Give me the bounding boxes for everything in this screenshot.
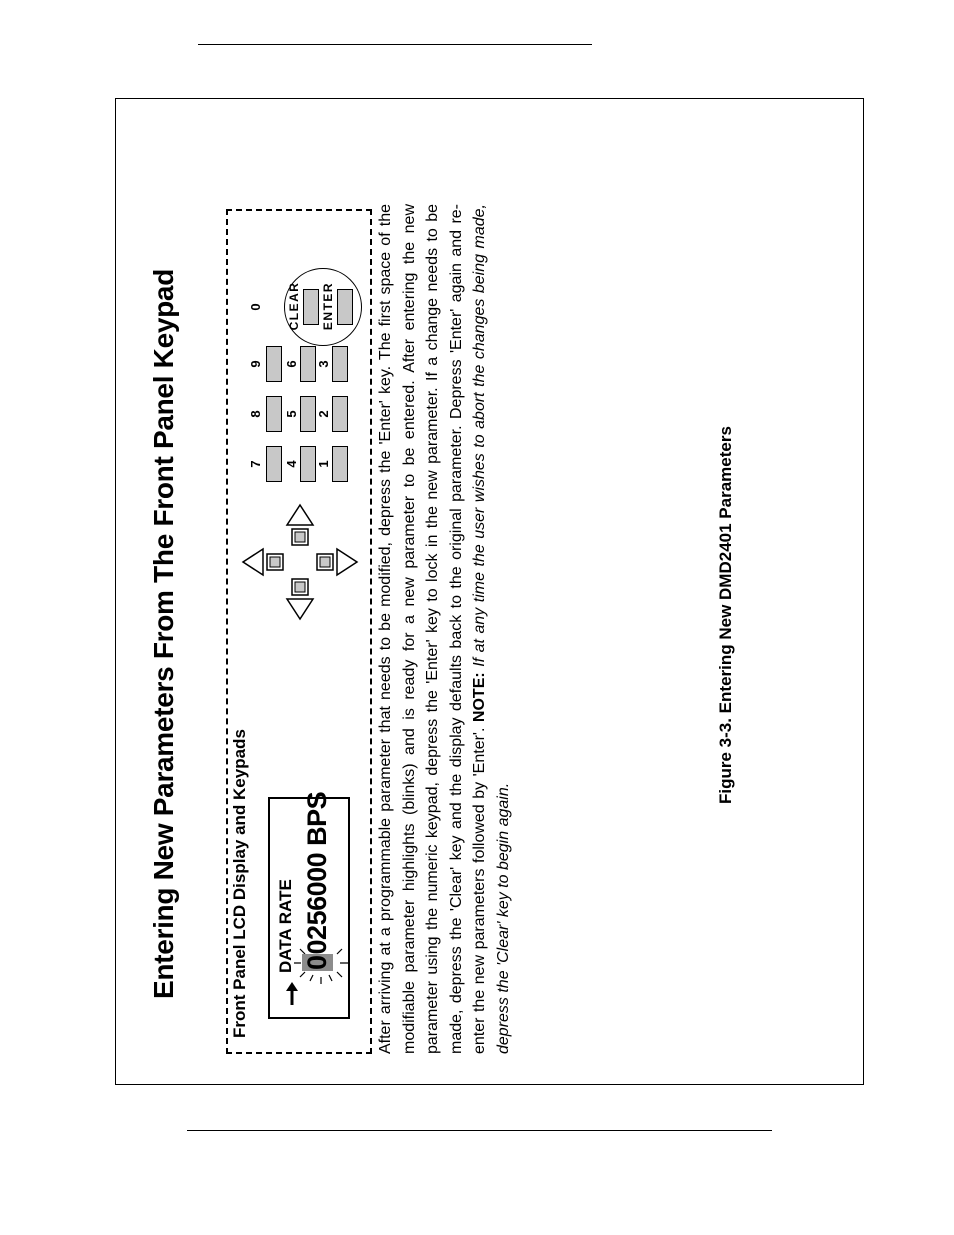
lcd-value (302, 792, 333, 971)
numeric-keypad (248, 262, 368, 482)
nav-down-arrow-icon (317, 549, 357, 575)
key-label-4: 4 (284, 460, 299, 468)
key-3 (332, 346, 348, 382)
header-rule (198, 44, 592, 45)
figure-caption: Figure 3-3. Entering New DMD2401 Parameters (716, 426, 735, 804)
instructions-paragraph (374, 204, 515, 1054)
rotated-figure-content (116, 94, 866, 1084)
key-7 (266, 446, 282, 482)
figure-title: Entering New Parameters From The Front Panel Keypad (148, 269, 179, 999)
lcd-value-text: 0256000 BPS (302, 791, 332, 955)
figure-frame (115, 98, 864, 1085)
key-4 (300, 446, 316, 482)
clear-key-label: CLEAR (287, 281, 301, 331)
key-label-6: 6 (284, 360, 299, 368)
note-label: NOTE: (471, 672, 488, 723)
key-label-3: 3 (316, 360, 331, 368)
key-label-9: 9 (248, 360, 263, 368)
instructions-text: After arriving at a programmable parameter that needs to be modified, depress the 'Enter' key. The first space of the modifiable parameter highlights (blinks) and is ready for a new parameter to be entered. After entering the new parameter using the numeric keypad, depress the 'Enter' key to lock in the new parameter. If a change needs to be made, depress the 'Clear' key and the display defaults back to the original parameter. Depress 'Enter' again and re-enter the new parameters followed by 'Enter'. (377, 204, 488, 1054)
navigation-arrow-keypad (240, 502, 360, 622)
nav-right-arrow-icon (287, 505, 313, 545)
enter-key-label: ENTER (321, 281, 335, 331)
footer-rule (187, 1130, 772, 1131)
key-label-1: 1 (316, 460, 331, 468)
key-8 (266, 396, 282, 432)
lcd-blinking-cursor: 0 (302, 955, 332, 970)
key-9 (266, 346, 282, 382)
key-label-5: 5 (284, 410, 299, 418)
key-5 (300, 396, 316, 432)
nav-left-arrow-icon (287, 579, 313, 619)
key-label-8: 8 (248, 410, 263, 418)
key-label-7: 7 (248, 460, 263, 468)
key-label-0: 0 (248, 303, 263, 311)
front-panel-diagram (226, 209, 372, 1054)
clear-key (303, 289, 319, 325)
key-2 (332, 396, 348, 432)
enter-key (337, 289, 353, 325)
panel-label: Front Panel LCD Display and Keypads (230, 729, 249, 1038)
note-text: If at any time the user wishes to abort the changes being made, depress the 'Clear' key to begin again. (471, 204, 512, 1054)
key-1 (332, 446, 348, 482)
lcd-display (268, 791, 350, 1019)
key-label-2: 2 (316, 410, 331, 418)
key-6 (300, 346, 316, 382)
lcd-parameter-name: DATA RATE (276, 879, 295, 973)
nav-up-arrow-icon (243, 549, 283, 575)
clear-enter-magnifier (284, 268, 362, 346)
